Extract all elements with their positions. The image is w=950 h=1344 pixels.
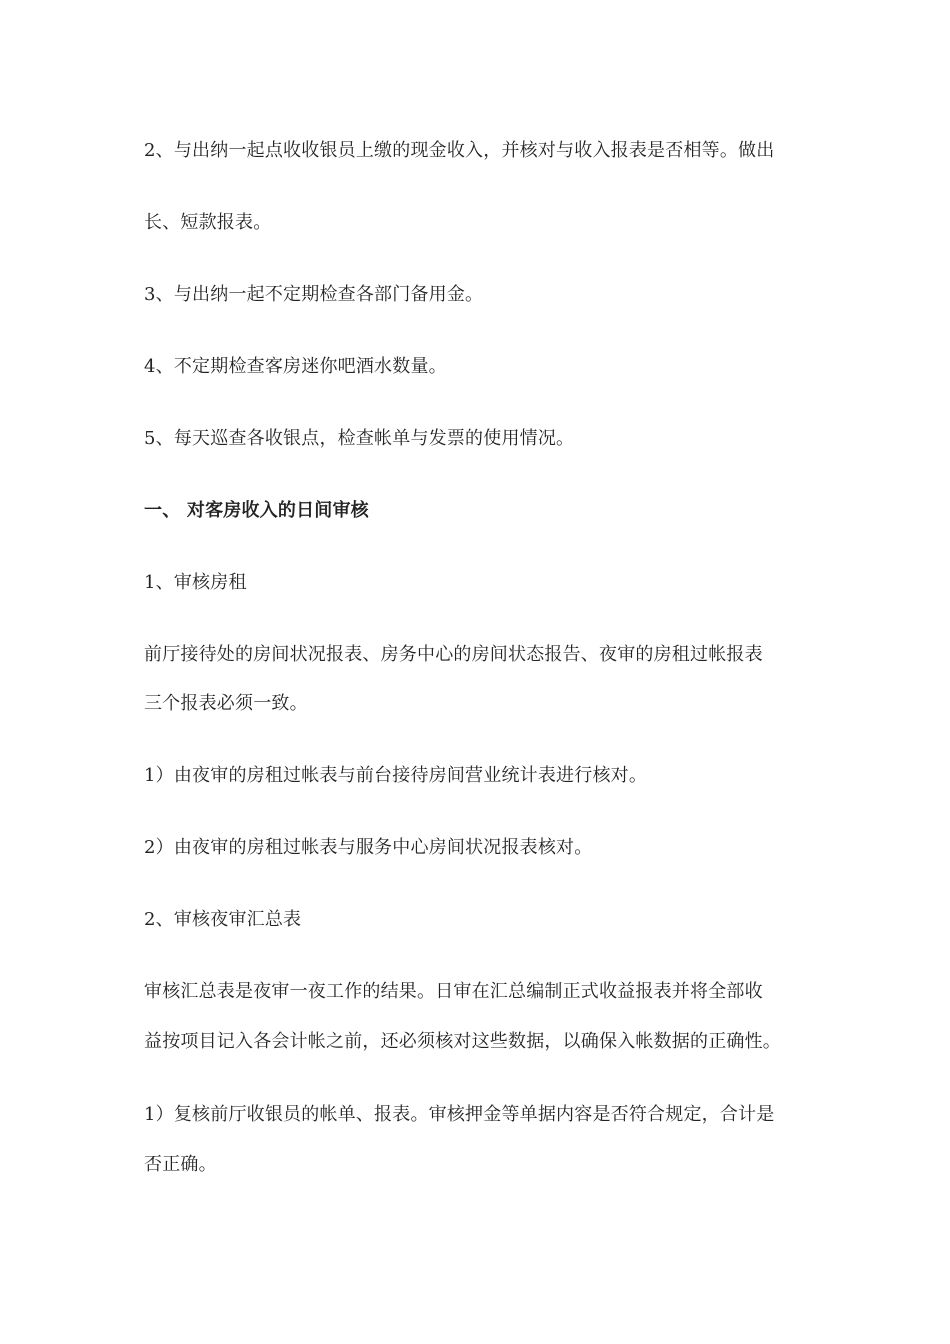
subsection-heading: 1、审核房租 (144, 572, 247, 593)
paragraph-line: 三个报表必须一致。 (144, 693, 308, 714)
paragraph-line: 前厅接待处的房间状况报表、房务中心的房间状态报告、夜审的房租过帐报表 (144, 644, 763, 665)
paragraph-line: 审核汇总表是夜审一夜工作的结果。日审在汇总编制正式收益报表并将全部收 (144, 981, 763, 1002)
paragraph-line: 益按项目记入各会计帐之前，还必须核对这些数据，以确保入帐数据的正确性。 (144, 1031, 781, 1052)
list-item: 否正确。 (144, 1154, 217, 1175)
list-item: 1）由夜审的房租过帐表与前台接待房间营业统计表进行核对。 (144, 765, 648, 786)
paragraph-line: 5、每天巡查各收银点，检查帐单与发票的使用情况。 (144, 428, 575, 449)
paragraph-line: 4、不定期检查客房迷你吧酒水数量。 (144, 356, 447, 377)
paragraph-line: 长、短款报表。 (144, 212, 272, 233)
subsection-heading: 2、审核夜审汇总表 (144, 909, 302, 930)
list-item: 2）由夜审的房租过帐表与服务中心房间状况报表核对。 (144, 837, 593, 858)
section-heading: 一、 对客房收入的日间审核 (144, 500, 369, 521)
paragraph-line: 2、与出纳一起点收收银员上缴的现金收入，并核对与收入报表是否相等。做出 (144, 140, 775, 161)
list-item: 1）复核前厅收银员的帐单、报表。审核押金等单据内容是否符合规定，合计是 (144, 1104, 775, 1125)
paragraph-line: 3、与出纳一起不定期检查各部门备用金。 (144, 284, 484, 305)
